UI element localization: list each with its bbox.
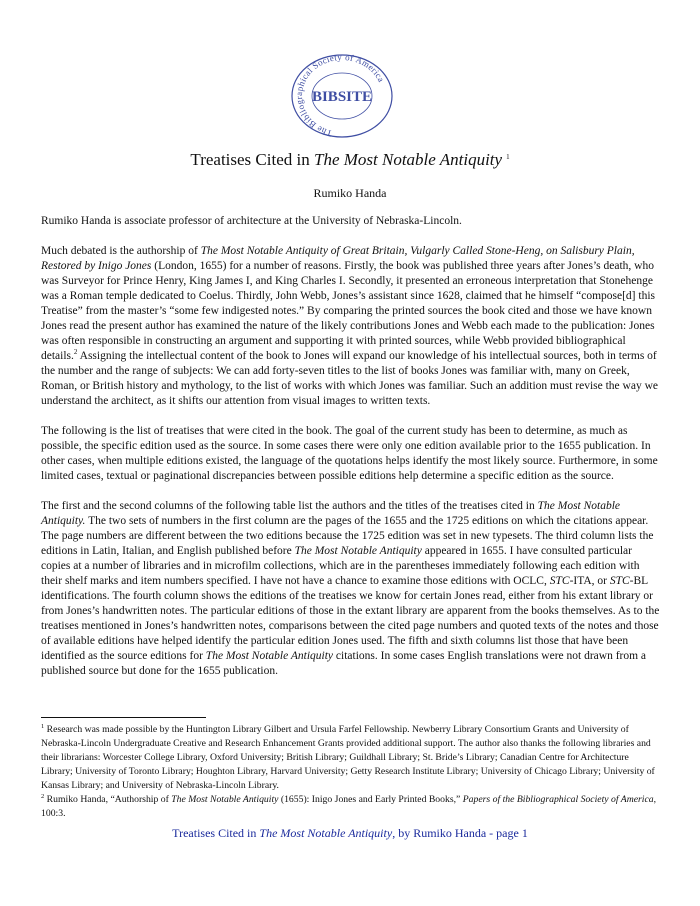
- footnote-1: $^1$ Research was made possible by the Huntington Library Gilbert and Ursula Farfel Fellowship. Newberry Library Consortium Grants and University of Nebraska-Lincoln Undergraduate Creative and Research Enhancement Grants provided additional support. The author also thanks the following libraries and their librarians: Worcester College Library, Oxford University; British Library; Guildhall Library; St. Bride’s Library; Canadian Centre for Architecture Library; University of Toronto Library; Houghton Library, Harvard University; Getty Research Institute Library; University of Chicago Library; University of Kansas Library; and University of Nebraska-Lincoln Library.: [41, 723, 655, 791]
- list-paragraph: The following is the list of treatises that were cited in the book. The goal of the current study has been to determine, as much as possible, the specific edition used as the source. In some cases there were only one edition available prior to the 1655 publication. In other cases, when multiple editions existed, the language of the quotations helps identify the most likely source. Furthermore, in some limited cases, textual or paginational discrepancies between possible editions help determine a specific edition as the source.: [41, 425, 658, 482]
- footnotes: [41, 723, 661, 821]
- page-title: [0, 150, 700, 170]
- bibsite-logo: [288, 52, 396, 138]
- page-footer: Treatises Cited in The Most Notable Antiquity, by Rumiko Handa - page 1: [172, 826, 528, 840]
- author-name: Rumiko Handa: [313, 186, 387, 200]
- footnote-divider: [41, 717, 206, 718]
- footnote-ref-2: 2: [73, 348, 78, 356]
- title-prefix: Treatises Cited in: [190, 150, 314, 169]
- logo-ring-text: The Bibliographical Society of America: [293, 52, 387, 138]
- logo-center-text: BIBSITE: [311, 89, 373, 105]
- footnote-2: $^2$ Rumiko Handa, “Authorship of The Most Notable Antiquity (1655): Inigo Jones and Early Printed Books,” Papers of the Bibliographical Society of America, 100:3.: [41, 793, 657, 819]
- bio-paragraph: Rumiko Handa is associate professor of architecture at the University of Nebraska-Lincoln.: [41, 215, 462, 227]
- columns-paragraph: The first and the second columns of the following table list the authors and the titles of the treatises cited in The Most Notable Antiquity. The two sets of numbers in the first column are the pages of the 1655 and the 1725 editions on which the citations appear. The page numbers are different between the two editions because the 1725 edition was set in new typesets. The third column lists the editions in Latin, Italian, and English published before The Most Notable Antiquity appeared in 1655. I have consulted particular copies at a number of libraries and in microfilm collections, which are in the parentheses immediately following each edition with their shelf marks and item numbers specified. I have not have a chance to examine those editions with OCLC, STC-ITA, or STC-BL identifications. The fourth column shows the editions of the treatises we know for certain Jones read, either from his extant library or from Jones’s handwritten notes. The particular editions of those in the extant library are apparent from the books themselves. As to the treatises mentioned in Jones’s handwritten notes, comparisons between the cited page numbers and quoted texts of the notes and those of available editions have helped identify the particular edition Jones used. The fifth and sixth columns list those that have been identified as the source editions for The Most Notable Antiquity citations. In some cases English translations were not drawn from a published source but done for the 1655 publication.: [41, 500, 660, 677]
- title-book: The Most Notable Antiquity: [313, 150, 503, 169]
- title-note-ref: 1: [506, 153, 510, 161]
- intro-paragraph: Much debated is the authorship of The Most Notable Antiquity of Great Britain, Vulgarly Called Stone-Heng, on Salisbury Plain, Restored by Inigo Jones (London, 1655) for a number of reasons. Firstly, the book was published three years after Jones’s death, who was Surveyor for Prince Henry, King James I, and King Charles I. Secondly, it presented an erroneous interpretation that Stonehenge was a Roman temple dedicated to Coelus. Thirdly, John Webb, Jones’s assistant since 1628, claimed that he himself “compose[d] this Treatise” from the master’s “some few indigested notes.” By comparing the printed sources the book cited and those we have known Jones read the present author has examined the nature of the likely contributions Jones and Webb each made to the publication: Jones was often responsible in constructing an argument and supporting it with printed sources, while Webb provided bibliographical details.$^2$ Assigning the intellectual content of the book to Jones will expand our knowledge of his intellectual sources, both in terms of the number and the range of subjects: We can add forty-seven titles to the list of books Jones was familiar with, many on Greek, Roman, or British history and mythology, to the list of works with which Jones was familiar. Such an addition must revise the way we understand the architect, as it shifts our attention from visual images to written texts.: [41, 245, 658, 407]
- body-text: [41, 214, 661, 694]
